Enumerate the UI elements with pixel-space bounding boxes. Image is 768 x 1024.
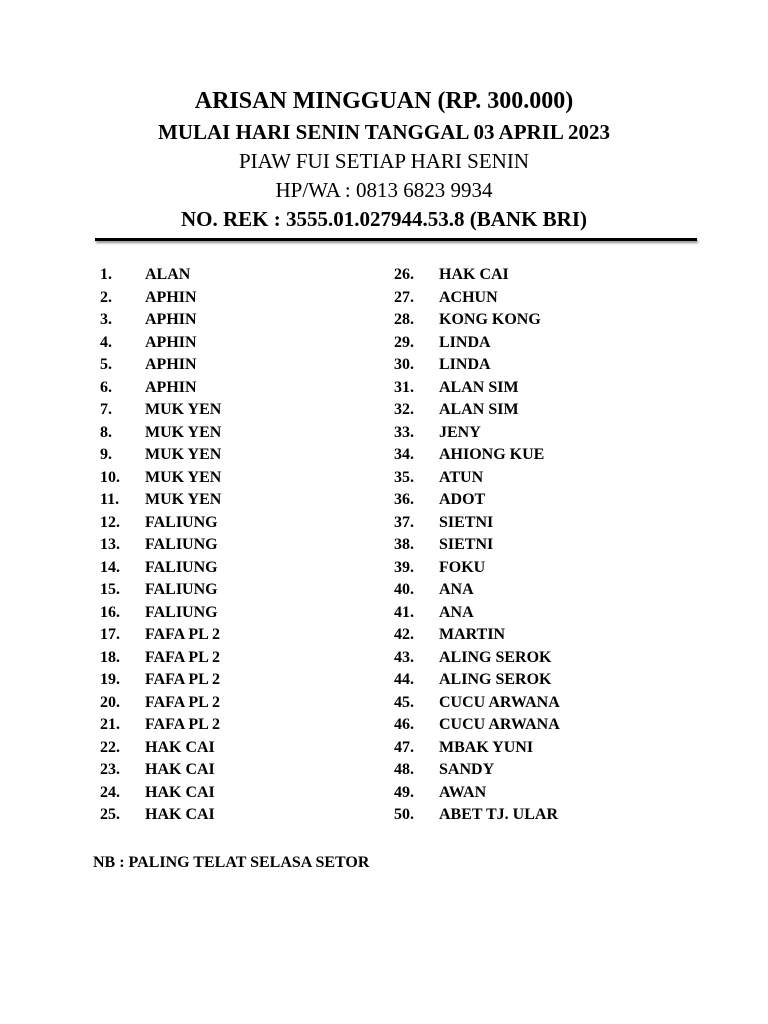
list-item-number: 29. — [394, 333, 414, 351]
list-item-name: JENY — [439, 423, 481, 441]
list-item-name: LINDA — [439, 333, 491, 351]
list-item-name: ATUN — [439, 468, 484, 486]
list-item-number: 27. — [394, 288, 414, 306]
list-item-number: 50. — [394, 806, 414, 823]
list-item-number: 39. — [394, 558, 414, 576]
list-item — [390, 467, 560, 490]
list-item — [390, 287, 560, 310]
list-item-name: MUK YEN — [145, 491, 222, 508]
list-item-number: 25. — [100, 806, 120, 823]
list-item — [96, 579, 221, 602]
list-item-name: MUK YEN — [145, 423, 222, 441]
list-item — [390, 737, 560, 760]
list-item — [96, 489, 221, 512]
list-item-number: 49. — [394, 783, 414, 801]
list-item-number: 5. — [100, 356, 112, 373]
account-number-line: NO. REK : 3555.01.027944.53.8 (BANK BRI) — [180, 207, 587, 231]
list-item-number: 34. — [394, 446, 414, 463]
list-item-name: HAK CAI — [439, 266, 509, 283]
list-item-name: ABET TJ. ULAR — [439, 806, 558, 823]
list-item — [96, 309, 221, 332]
list-item-number: 46. — [394, 716, 414, 733]
list-item-name: APHIN — [145, 333, 197, 351]
list-item — [390, 759, 560, 782]
list-item — [390, 714, 560, 737]
list-item-number: 20. — [100, 693, 120, 711]
list-item-name: FAFA PL 2 — [145, 716, 220, 733]
list-item — [96, 467, 221, 490]
list-item — [96, 669, 221, 692]
list-item-number: 16. — [100, 603, 120, 621]
list-item-number: 15. — [100, 581, 120, 598]
list-item — [390, 332, 560, 355]
list-item — [390, 489, 560, 512]
footer-note: NB : PALING TELAT SELASA SETOR — [93, 854, 370, 871]
list-item-number: 12. — [100, 513, 120, 531]
list-item-name: MBAK YUNI — [439, 738, 534, 756]
list-item-name: FAFA PL 2 — [145, 626, 220, 643]
list-item-name: ANA — [439, 581, 474, 598]
document-title: ARISAN MINGGUAN (RP. 300.000) — [194, 88, 574, 114]
list-item-number: 1. — [100, 266, 112, 283]
list-item-name: HAK CAI — [145, 783, 215, 801]
list-item-number: 6. — [100, 378, 112, 396]
list-item — [96, 804, 221, 827]
list-item — [390, 557, 560, 580]
list-item-number: 43. — [394, 648, 414, 666]
list-item-name: AWAN — [439, 783, 487, 801]
list-item-number: 48. — [394, 761, 414, 778]
list-item-number: 38. — [394, 536, 414, 553]
list-item-name: SIETNI — [439, 513, 494, 531]
list-item-name: FAFA PL 2 — [145, 648, 220, 666]
list-item-number: 10. — [100, 468, 120, 486]
list-item-number: 9. — [100, 446, 112, 463]
list-item — [390, 399, 560, 422]
list-item-name: ADOT — [439, 491, 486, 508]
list-item-name: KONG KONG — [439, 311, 541, 328]
list-item-name: FAFA PL 2 — [145, 671, 220, 688]
list-item-name: ALAN — [145, 266, 191, 283]
list-item-number: 22. — [100, 738, 120, 756]
piaw-line: PIAW FUI SETIAP HARI SENIN — [239, 149, 529, 173]
list-item-number: 21. — [100, 716, 120, 733]
list-item-name: ALING SEROK — [439, 671, 552, 688]
list-item — [390, 354, 560, 377]
list-item-number: 36. — [394, 491, 414, 508]
member-list-left — [96, 264, 221, 827]
list-item — [390, 534, 560, 557]
list-item-number: 40. — [394, 581, 414, 598]
list-item-name: ALING SEROK — [439, 648, 552, 666]
list-item-name: ANA — [439, 603, 474, 621]
member-list-right — [390, 264, 560, 827]
list-item — [96, 444, 221, 467]
list-item — [96, 782, 221, 805]
list-item — [390, 624, 560, 647]
list-item — [390, 602, 560, 625]
list-item-name: MUK YEN — [145, 401, 222, 418]
list-item — [96, 602, 221, 625]
list-item-name: APHIN — [145, 288, 197, 306]
list-item — [96, 692, 221, 715]
list-item-name: CUCU ARWANA — [439, 693, 560, 711]
header-divider — [95, 238, 697, 241]
list-item-number: 37. — [394, 513, 414, 531]
document-header — [0, 84, 768, 234]
list-item — [390, 804, 560, 827]
list-item-number: 41. — [394, 603, 414, 621]
list-item — [390, 782, 560, 805]
list-item-number: 33. — [394, 423, 414, 441]
list-item — [96, 354, 221, 377]
list-item-number: 42. — [394, 626, 414, 643]
list-item-name: FALIUNG — [145, 513, 218, 531]
list-item-name: ACHUN — [439, 288, 498, 306]
list-item — [390, 264, 560, 287]
list-item-name: CUCU ARWANA — [439, 716, 560, 733]
list-item-number: 31. — [394, 378, 414, 396]
list-item-number: 18. — [100, 648, 120, 666]
list-item-name: MUK YEN — [145, 468, 222, 486]
list-item-name: AHIONG KUE — [439, 446, 545, 463]
list-item-number: 23. — [100, 761, 120, 778]
list-item — [390, 444, 560, 467]
list-item-name: ALAN SIM — [439, 378, 519, 396]
list-item-number: 3. — [100, 311, 112, 328]
list-item — [96, 737, 221, 760]
list-item-name: SANDY — [439, 761, 495, 778]
list-item-number: 45. — [394, 693, 414, 711]
list-item-number: 17. — [100, 626, 120, 643]
list-item-number: 2. — [100, 288, 112, 306]
list-item — [390, 377, 560, 400]
list-item-name: APHIN — [145, 311, 197, 328]
list-item — [96, 624, 221, 647]
list-item-number: 30. — [394, 356, 414, 373]
list-item — [390, 512, 560, 535]
list-item — [96, 287, 221, 310]
list-item-name: HAK CAI — [145, 761, 215, 778]
list-item — [390, 669, 560, 692]
list-item-name: SIETNI — [439, 536, 494, 553]
list-item-number: 24. — [100, 783, 120, 801]
list-item-name: APHIN — [145, 378, 197, 396]
list-item-number: 11. — [100, 491, 120, 508]
list-item-number: 14. — [100, 558, 120, 576]
list-item-name: HAK CAI — [145, 806, 215, 823]
list-item-name: HAK CAI — [145, 738, 215, 756]
list-item — [96, 647, 221, 670]
list-item — [96, 399, 221, 422]
list-item-number: 19. — [100, 671, 120, 688]
list-item-name: FALIUNG — [145, 603, 218, 621]
list-item — [96, 332, 221, 355]
list-item — [390, 579, 560, 602]
list-item-name: FALIUNG — [145, 558, 218, 576]
contact-line: HP/WA : 0813 6823 9934 — [275, 178, 493, 202]
list-item — [96, 377, 221, 400]
list-item-name: LINDA — [439, 356, 491, 373]
list-item-name: MUK YEN — [145, 446, 222, 463]
list-item-number: 32. — [394, 401, 414, 418]
list-item — [96, 557, 221, 580]
list-item-number: 7. — [100, 401, 112, 418]
list-item-number: 47. — [394, 738, 414, 756]
start-date-line: MULAI HARI SENIN TANGGAL 03 APRIL 2023 — [158, 120, 610, 144]
list-item — [390, 309, 560, 332]
list-item — [390, 647, 560, 670]
list-item-name: FALIUNG — [145, 581, 218, 598]
list-item — [96, 422, 221, 445]
list-item-name: FAFA PL 2 — [145, 693, 220, 711]
list-item-name: APHIN — [145, 356, 197, 373]
list-item — [96, 759, 221, 782]
list-item-number: 44. — [394, 671, 414, 688]
list-item-number: 13. — [100, 536, 120, 553]
list-item-name: FALIUNG — [145, 536, 218, 553]
list-item — [96, 512, 221, 535]
list-item — [96, 264, 221, 287]
list-item — [96, 534, 221, 557]
list-item — [96, 714, 221, 737]
list-item-number: 28. — [394, 311, 414, 328]
list-item-name: FOKU — [439, 558, 486, 576]
list-item-number: 26. — [394, 266, 414, 283]
list-item-name: ALAN SIM — [439, 401, 519, 418]
list-item — [390, 692, 560, 715]
list-item-number: 4. — [100, 333, 112, 351]
list-item-number: 35. — [394, 468, 414, 486]
list-item-name: MARTIN — [439, 626, 506, 643]
list-item-number: 8. — [100, 423, 112, 441]
list-item — [390, 422, 560, 445]
